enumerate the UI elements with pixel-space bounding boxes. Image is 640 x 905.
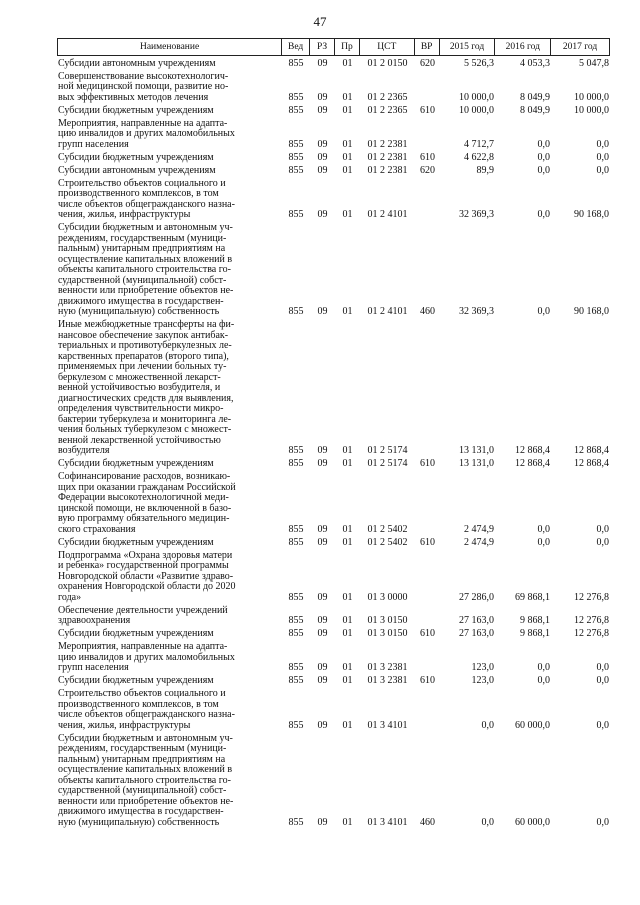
cell-vr: 620 xyxy=(420,164,435,176)
cell-2016: 12 868,4 xyxy=(515,445,550,456)
cell-2017: 12 868,4 xyxy=(574,458,609,469)
cell-cst: 01 2 5402 xyxy=(367,536,408,548)
cell-vr: 610 xyxy=(420,458,435,469)
cell-2017: 12 276,8 xyxy=(574,628,609,639)
cell-2017: 0,0 xyxy=(596,675,609,686)
cell-vr: 610 xyxy=(420,628,435,639)
cell-pr: 01 xyxy=(342,662,353,673)
cell-name: Субсидии бюджетным учреждениям xyxy=(58,104,214,116)
cell-pr: 01 xyxy=(342,591,353,603)
cell-rz: 09 xyxy=(317,816,328,828)
cell-pr: 01 xyxy=(342,306,353,317)
cell-2015: 89,9 xyxy=(476,164,494,176)
cell-cst: 01 2 4101 xyxy=(367,209,408,220)
cell-cst: 01 3 0000 xyxy=(367,591,408,603)
cell-rz: 09 xyxy=(317,138,328,150)
cell-cst: 01 3 4101 xyxy=(367,816,408,828)
cell-2015: 123,0 xyxy=(471,662,494,673)
cell-2017: 0,0 xyxy=(596,662,609,673)
table-row xyxy=(57,320,610,457)
cell-ved: 855 xyxy=(288,104,304,116)
cell-name: Обеспечение деятельности учреждений здравоохранения xyxy=(58,604,228,626)
cell-pr: 01 xyxy=(342,151,353,163)
cell-name: Строительство объектов социального и производственного комплексов, в том числе объектов общегражданского назна- чения, жилья, инфраструктуры xyxy=(58,177,235,220)
cell-ved: 855 xyxy=(288,445,304,456)
cell-name: Строительство объектов социального и производственного комплексов, в том числе объектов общегражданского назна- чения, жилья, инфраструктуры xyxy=(58,688,235,731)
cell-rz: 09 xyxy=(317,523,328,535)
table-row xyxy=(57,676,610,687)
cell-2016: 8 049,9 xyxy=(520,104,550,116)
cell-2015: 32 369,3 xyxy=(459,209,494,220)
cell-ved: 855 xyxy=(288,675,304,686)
cell-2015: 123,0 xyxy=(471,675,494,686)
cell-2015: 0,0 xyxy=(481,719,494,731)
cell-2017: 0,0 xyxy=(596,719,609,731)
cell-2016: 0,0 xyxy=(537,536,550,548)
cell-rz: 09 xyxy=(317,306,328,317)
cell-ved: 855 xyxy=(288,458,304,469)
cell-2015: 4 622,8 xyxy=(464,151,494,163)
cell-name: Субсидии бюджетным и автономным уч- реждениям, государственным (муници- пальным) унитарным предприятиям на осуществление капитальных вложений в объекты капитального строительства го- сударственной (муниципальной) собст- венности или приобретение объектов не- движимого имущества в государствен- ную (муниципальную) собственность xyxy=(58,222,234,317)
cell-vr: 610 xyxy=(420,536,435,548)
cell-ved: 855 xyxy=(288,628,304,639)
cell-pr: 01 xyxy=(342,57,353,69)
page-number: 47 xyxy=(313,14,327,29)
cell-cst: 01 2 2381 xyxy=(367,151,408,163)
cell-rz: 09 xyxy=(317,458,328,469)
header-vr: ВР xyxy=(415,39,440,55)
cell-rz: 09 xyxy=(317,536,328,548)
cell-rz: 09 xyxy=(317,57,328,69)
cell-cst: 01 2 2365 xyxy=(367,104,408,116)
cell-cst: 01 2 0150 xyxy=(367,57,408,69)
cell-2017: 0,0 xyxy=(596,536,609,548)
cell-pr: 01 xyxy=(342,536,353,548)
table-row xyxy=(57,551,610,604)
cell-2015: 27 163,0 xyxy=(459,615,494,626)
cell-2016: 60 000,0 xyxy=(515,719,550,731)
cell-name: Субсидии автономным учреждениям xyxy=(58,164,216,176)
cell-ved: 855 xyxy=(288,91,304,103)
cell-cst: 01 2 2381 xyxy=(367,138,408,150)
cell-cst: 01 2 4101 xyxy=(367,306,408,317)
table-row xyxy=(57,606,610,627)
cell-ved: 855 xyxy=(288,209,304,220)
cell-2015: 13 131,0 xyxy=(459,445,494,456)
cell-rz: 09 xyxy=(317,615,328,626)
cell-name: Субсидии бюджетным учреждениям xyxy=(58,628,214,639)
cell-pr: 01 xyxy=(342,816,353,828)
cell-2017: 0,0 xyxy=(596,138,609,150)
cell-2016: 8 049,9 xyxy=(520,91,550,103)
cell-name: Мероприятия, направленные на адапта- цию инвалидов и других маломобильных групп населения xyxy=(58,117,235,150)
cell-pr: 01 xyxy=(342,458,353,469)
cell-cst: 01 2 2365 xyxy=(367,91,408,103)
cell-rz: 09 xyxy=(317,662,328,673)
table-row xyxy=(57,59,610,70)
cell-2016: 0,0 xyxy=(537,209,550,220)
cell-2015: 27 163,0 xyxy=(459,628,494,639)
cell-name: Мероприятия, направленные на адапта- цию инвалидов и других маломобильных групп населения xyxy=(58,641,235,673)
table-row xyxy=(57,689,610,731)
cell-ved: 855 xyxy=(288,306,304,317)
header-ved: Вед xyxy=(282,39,310,55)
cell-name: Субсидии бюджетным учреждениям xyxy=(58,536,214,548)
cell-cst: 01 3 2381 xyxy=(367,662,408,673)
cell-rz: 09 xyxy=(317,151,328,163)
cell-vr: 610 xyxy=(420,151,435,163)
table-row xyxy=(57,538,610,549)
cell-cst: 01 2 5402 xyxy=(367,523,408,535)
cell-name: Субсидии бюджетным учреждениям xyxy=(58,675,214,686)
cell-rz: 09 xyxy=(317,209,328,220)
cell-rz: 09 xyxy=(317,445,328,456)
table-row xyxy=(57,72,610,104)
table-header xyxy=(57,38,610,56)
cell-pr: 01 xyxy=(342,104,353,116)
table-row xyxy=(57,734,610,829)
cell-2015: 27 286,0 xyxy=(459,591,494,603)
cell-pr: 01 xyxy=(342,675,353,686)
cell-pr: 01 xyxy=(342,615,353,626)
cell-2017: 0,0 xyxy=(596,816,609,828)
cell-2016: 0,0 xyxy=(537,164,550,176)
cell-2017: 0,0 xyxy=(596,164,609,176)
cell-ved: 855 xyxy=(288,164,304,176)
cell-cst: 01 2 2381 xyxy=(367,164,408,176)
cell-2017: 90 168,0 xyxy=(574,306,609,317)
table-row xyxy=(57,629,610,640)
header-2016: 2016 год xyxy=(495,39,551,55)
cell-pr: 01 xyxy=(342,445,353,456)
cell-2015: 13 131,0 xyxy=(459,458,494,469)
cell-cst: 01 3 2381 xyxy=(367,675,408,686)
cell-2017: 0,0 xyxy=(596,151,609,163)
cell-2015: 32 369,3 xyxy=(459,306,494,317)
budget-table xyxy=(57,38,610,828)
cell-2016: 60 000,0 xyxy=(515,816,550,828)
cell-vr: 620 xyxy=(420,57,435,69)
cell-2015: 10 000,0 xyxy=(459,104,494,116)
cell-pr: 01 xyxy=(342,628,353,639)
header-2017: 2017 год xyxy=(562,42,598,52)
cell-2017: 0,0 xyxy=(596,523,609,535)
cell-pr: 01 xyxy=(342,209,353,220)
cell-cst: 01 3 0150 xyxy=(367,615,408,626)
cell-ved: 855 xyxy=(288,615,304,626)
header-rz: РЗ xyxy=(310,39,335,55)
cell-name: Субсидии автономным учреждениям xyxy=(58,57,216,69)
cell-ved: 855 xyxy=(288,591,304,603)
cell-name: Субсидии бюджетным учреждениям xyxy=(58,151,214,163)
cell-vr: 610 xyxy=(420,104,435,116)
cell-2017: 12 276,8 xyxy=(574,615,609,626)
table-body xyxy=(57,59,610,829)
cell-rz: 09 xyxy=(317,719,328,731)
cell-2016: 0,0 xyxy=(537,662,550,673)
cell-ved: 855 xyxy=(288,138,304,150)
cell-2015: 2 474,9 xyxy=(464,536,494,548)
table-row xyxy=(57,223,610,318)
cell-pr: 01 xyxy=(342,164,353,176)
cell-name: Подпрограмма «Охрана здоровья матери и ребенка» государственной программы Новгородской области «Развитие здраво- охранения Новгородской области до 2020 года» xyxy=(58,549,236,603)
table-row xyxy=(57,472,610,535)
cell-pr: 01 xyxy=(342,523,353,535)
cell-2016: 9 868,1 xyxy=(520,615,550,626)
cell-2017: 12 868,4 xyxy=(574,445,609,456)
cell-ved: 855 xyxy=(288,523,304,535)
cell-2016: 12 868,4 xyxy=(515,458,550,469)
cell-2017: 10 000,0 xyxy=(574,91,609,103)
cell-2016: 0,0 xyxy=(537,306,550,317)
cell-2017: 5 047,8 xyxy=(579,57,609,69)
cell-2015: 5 526,3 xyxy=(464,57,494,69)
cell-ved: 855 xyxy=(288,151,304,163)
cell-cst: 01 2 5174 xyxy=(367,445,408,456)
cell-2015: 10 000,0 xyxy=(459,91,494,103)
cell-vr: 610 xyxy=(420,675,435,686)
cell-pr: 01 xyxy=(342,91,353,103)
table-row xyxy=(57,106,610,117)
cell-cst: 01 2 5174 xyxy=(367,458,408,469)
cell-ved: 855 xyxy=(288,719,304,731)
header-pr: Пр xyxy=(335,39,360,55)
cell-2015: 4 712,7 xyxy=(464,138,494,150)
cell-pr: 01 xyxy=(342,719,353,731)
cell-2016: 69 868,1 xyxy=(515,591,550,603)
cell-rz: 09 xyxy=(317,104,328,116)
cell-2016: 0,0 xyxy=(537,675,550,686)
cell-name: Субсидии бюджетным и автономным уч- реждениям, государственным (муници- пальным) унитарным предприятиям на осуществление капитальных вложений в объекты капитального строительства го- сударственной (муниципальной) собст- венности или приобретение объектов не- движимого имущества в государствен- ную (муниципальную) собственность xyxy=(58,732,234,828)
cell-name: Иные межбюджетные трансферты на фи- нансовое обеспечение закупок антибак- териальных и противотуберкулезных ле- карственных препаратов (второго типа), применяемых при лечении больных ту- беркулезом с множественной лекарст- венной устойчивостью возбудителя, и диагностических средств для выявления, определения чувствительности микро- бактерии туберкулеза и мониторинга ле- чения больных туберкулезом с множест- венной лекарственной устойчивостью возбудителя xyxy=(58,319,235,456)
table-row xyxy=(57,166,610,177)
cell-cst: 01 3 4101 xyxy=(367,719,408,731)
header-name: Наименование xyxy=(58,39,282,55)
cell-ved: 855 xyxy=(288,662,304,673)
cell-2017: 12 276,8 xyxy=(574,591,609,603)
header-cst: ЦСТ xyxy=(360,39,415,55)
cell-2015: 0,0 xyxy=(481,816,494,828)
header-2015: 2015 год xyxy=(440,39,496,55)
table-row xyxy=(57,642,610,674)
cell-vr: 460 xyxy=(420,306,435,317)
cell-name: Софинансирование расходов, возникаю- щих при оказании гражданам Российской Федерации высокотехнологичной меди- цинской помощи, не включенной в базо- вую программу обязательного медицин- ского страхования xyxy=(58,471,236,535)
cell-cst: 01 3 0150 xyxy=(367,628,408,639)
cell-name: Субсидии бюджетным учреждениям xyxy=(58,458,214,469)
cell-2016: 0,0 xyxy=(537,138,550,150)
cell-2016: 9 868,1 xyxy=(520,628,550,639)
table-row xyxy=(57,179,610,221)
cell-rz: 09 xyxy=(317,91,328,103)
cell-2016: 0,0 xyxy=(537,151,550,163)
cell-2015: 2 474,9 xyxy=(464,523,494,535)
cell-2017: 90 168,0 xyxy=(574,209,609,220)
cell-rz: 09 xyxy=(317,164,328,176)
cell-ved: 855 xyxy=(288,536,304,548)
cell-rz: 09 xyxy=(317,591,328,603)
table-row xyxy=(57,459,610,470)
table-row xyxy=(57,153,610,164)
cell-rz: 09 xyxy=(317,675,328,686)
table-row xyxy=(57,119,610,151)
cell-name: Совершенствование высокотехнологич- ной медицинской помощи, развитие но- вых эффективных методов лечения xyxy=(58,70,229,103)
cell-pr: 01 xyxy=(342,138,353,150)
cell-ved: 855 xyxy=(288,816,304,828)
cell-rz: 09 xyxy=(317,628,328,639)
cell-2016: 0,0 xyxy=(537,523,550,535)
cell-2017: 10 000,0 xyxy=(574,104,609,116)
cell-ved: 855 xyxy=(288,57,304,69)
cell-2016: 4 053,3 xyxy=(520,57,550,69)
cell-vr: 460 xyxy=(420,816,435,828)
